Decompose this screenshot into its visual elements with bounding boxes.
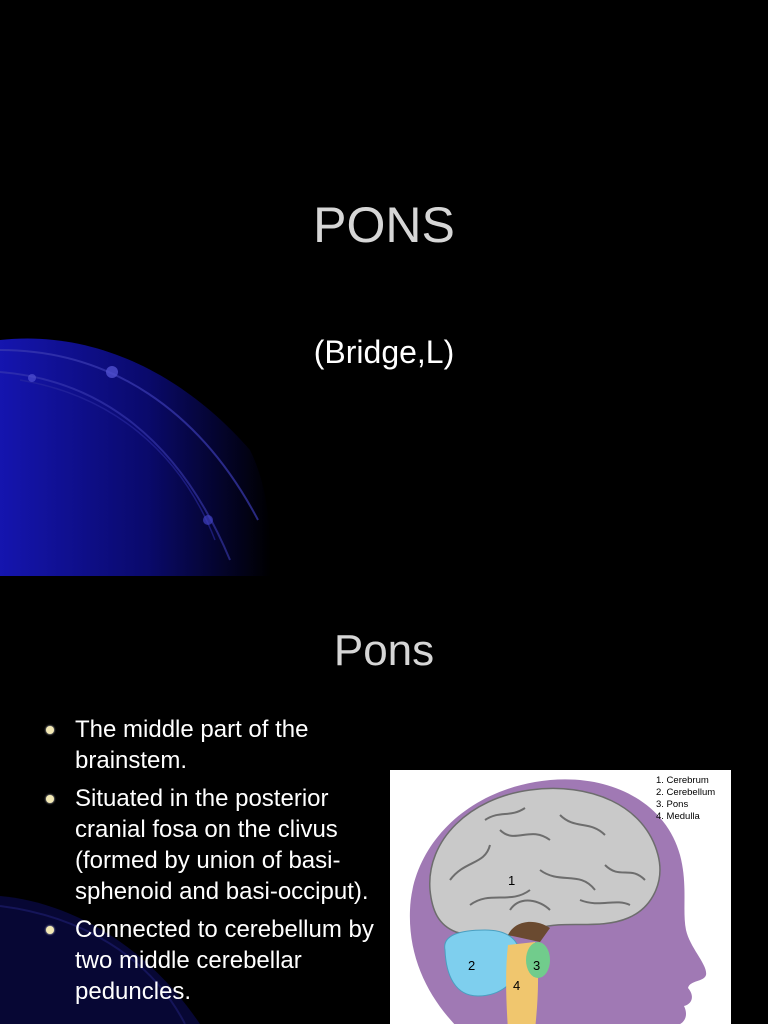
brain-diagram (390, 770, 731, 1024)
label-2: 2 (468, 958, 476, 973)
bullet-text: The middle part of the brainstem. (75, 716, 309, 774)
slide-2 (0, 576, 768, 1024)
legend-item: 2. Cerebellum (656, 787, 716, 798)
bullet-dot (46, 726, 54, 734)
slide-subtitle: (Bridge,L) (313, 334, 455, 370)
cerebrum-region (430, 788, 660, 936)
label-3: 3 (533, 958, 541, 973)
slide-title: Pons (333, 626, 435, 675)
bullet-text: Connected to cerebellum by two middle cerebellar peduncles. (75, 916, 374, 1005)
legend-item: 4. Medulla (656, 811, 700, 822)
bullet-item (46, 783, 376, 907)
bullet-item (46, 714, 376, 776)
bullet-list (46, 714, 376, 1014)
bullet-dot (46, 926, 54, 934)
slide-title: PONS (313, 197, 455, 253)
diagram-legend (656, 775, 715, 823)
bullet-item (46, 914, 376, 1007)
bullet-dot (46, 795, 54, 803)
legend-item: 3. Pons (656, 799, 689, 810)
bullet-text: Situated in the posterior cranial fosa on the clivus (formed by union of basi-sphenoid and basi-occiput). (75, 785, 369, 905)
label-1: 1 (508, 873, 516, 888)
label-4: 4 (513, 978, 521, 993)
legend-item: 1. Cerebrum (656, 775, 709, 786)
